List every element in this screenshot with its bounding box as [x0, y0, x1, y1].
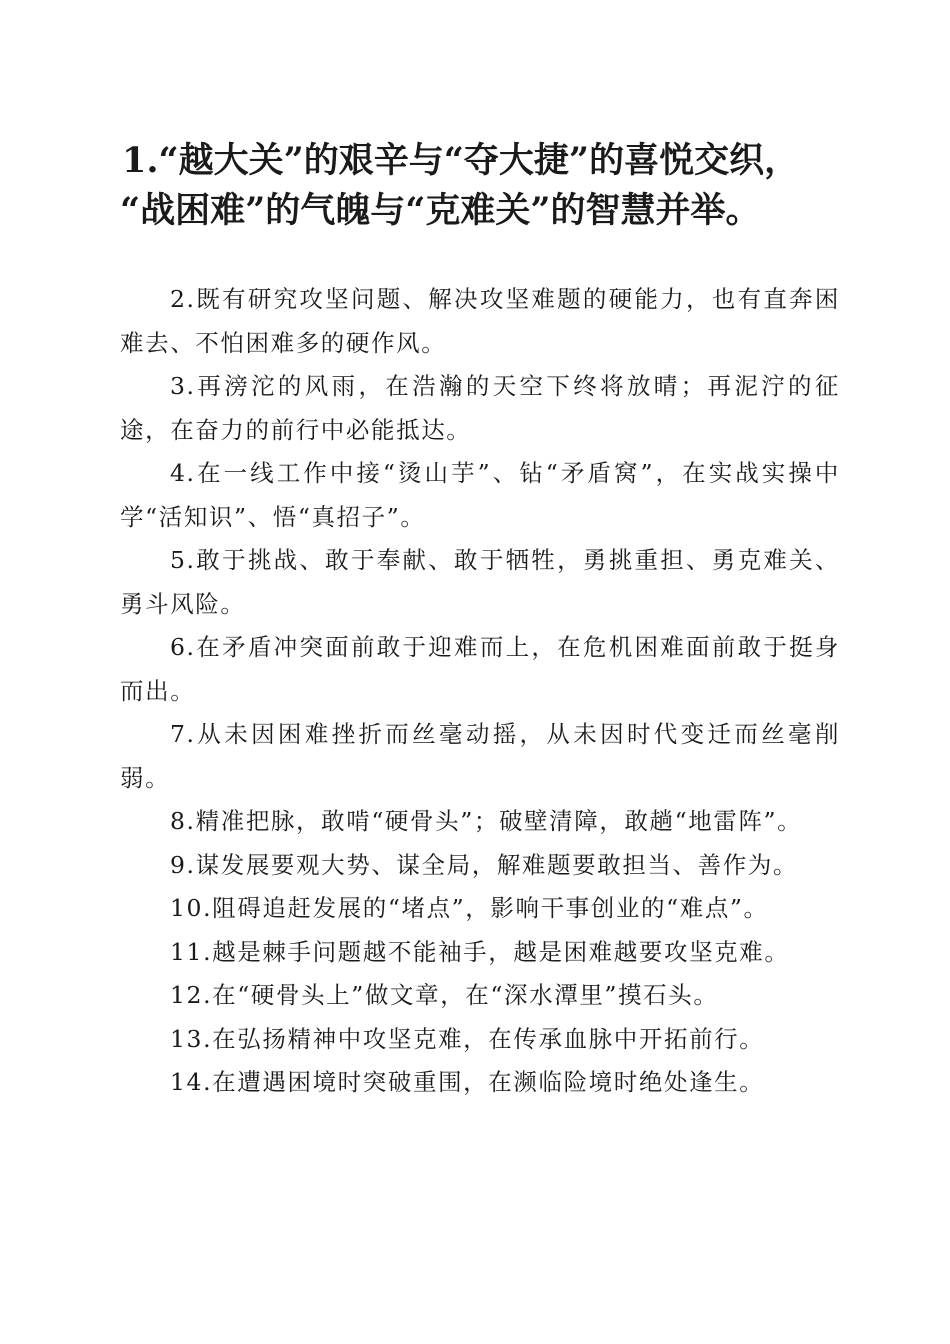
- paragraph-4: 4.在一线工作中接“烫山芋”、钻“矛盾窝”，在实战实操中学“活知识”、悟“真招子”。: [120, 459, 840, 531]
- heading-line-2: “战困难”的气魄与“克难关”的智慧并举。: [120, 190, 761, 231]
- paragraph-6: 6.在矛盾冲突面前敢于迎难而上，在危机困难面前敢于挺身而出。: [120, 633, 840, 705]
- paragraph-7: 7.从未因困难挫折而丝毫动摇，从未因时代变迁而丝毫削弱。: [120, 720, 840, 792]
- paragraph-3: 3.再滂沱的风雨，在浩瀚的天空下终将放晴；再泥泞的征途，在奋力的前行中必能抵达。: [120, 372, 840, 444]
- paragraph-11: 11.越是棘手问题越不能袖手，越是困难越要攻坚克难。: [170, 937, 790, 966]
- paragraph-5: 5.敢于挑战、敢于奉献、敢于牺牲，勇挑重担、勇克难关、勇斗风险。: [120, 546, 840, 618]
- paragraph-2: 2.既有研究攻坚问题、解决攻坚难题的硬能力，也有直奔困难去、不怕困难多的硬作风。: [120, 285, 840, 357]
- paragraph-8: 8.精准把脉，敢啃“硬骨头”；破壁清障，敢趟“地雷阵”。: [170, 807, 803, 835]
- paragraph-13: 13.在弘扬精神中攻坚克难，在传承血脉中开拓前行。: [170, 1024, 765, 1053]
- document-heading: [120, 136, 840, 236]
- paragraph-10: 10.阻碍追赶发展的“堵点”，影响干事创业的“难点”。: [170, 894, 769, 922]
- paragraph-9: 9.谋发展要观大势、谋全局，解难题要敢担当、善作为。: [170, 850, 799, 879]
- document-body: [120, 278, 840, 1105]
- heading-line-1: 1.“越大关”的艰辛与“夺大捷”的喜悦交织，: [122, 140, 800, 181]
- paragraph-12: 12.在“硬骨头上”做文章，在“深水潭里”摸石头。: [170, 981, 719, 1009]
- paragraph-14: 14.在遭遇困境时突破重围，在濒临险境时绝处逢生。: [170, 1068, 765, 1096]
